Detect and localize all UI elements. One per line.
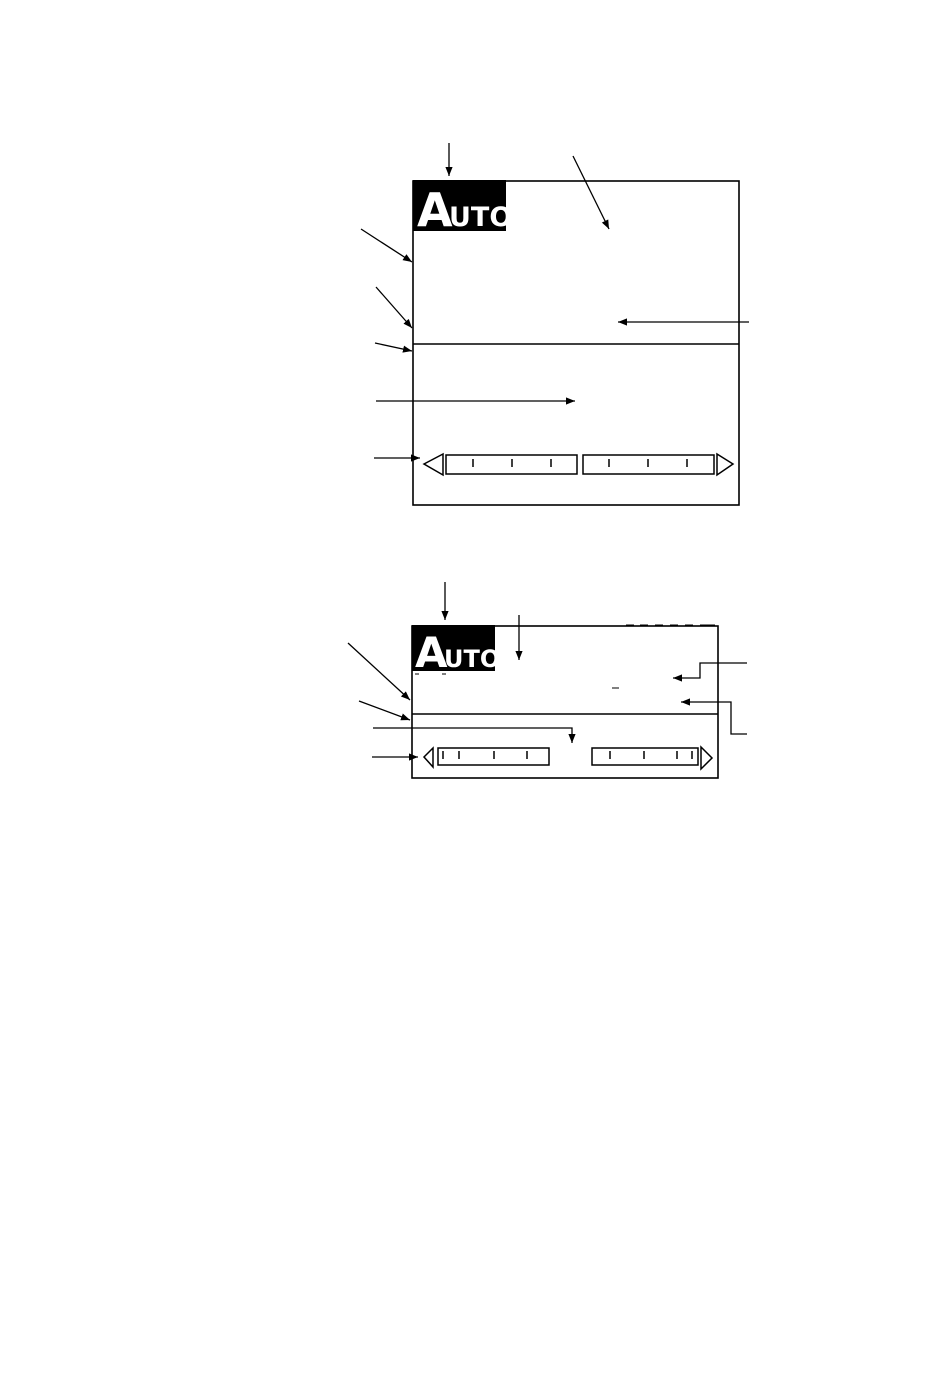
callout-arrow [375,343,412,351]
display-2-right-arrow [701,747,712,769]
display-2-left-arrow [424,748,433,767]
callout-arrow [359,701,410,720]
display-1-mode-initial: A [417,183,453,237]
display-1-right-arrow [717,454,733,475]
display-2-right-scale [592,748,698,765]
display-1-scale-ticks [473,459,687,467]
display-2-scale-ticks [443,751,692,759]
callout-arrow [348,643,410,700]
callout-arrow [373,728,572,743]
callout-arrow [361,229,412,262]
display-2-bar-graph [424,747,712,769]
display-1-left-arrow [424,454,443,475]
display-2-mode-badge [412,625,500,677]
display-2-mode-initial: A [415,628,448,677]
display-2-callouts [348,582,747,757]
display-1-mode-badge [413,180,512,237]
callout-arrow [681,702,747,734]
display-2-mode-rest: UTO [444,645,501,673]
display-1-mode-rest: UTO [449,202,513,233]
callout-arrow [573,156,609,229]
display-2 [348,582,747,778]
display-1 [361,143,749,505]
callout-arrow [376,287,412,328]
callout-arrow [673,663,747,678]
display-1-bar-graph [424,454,733,475]
